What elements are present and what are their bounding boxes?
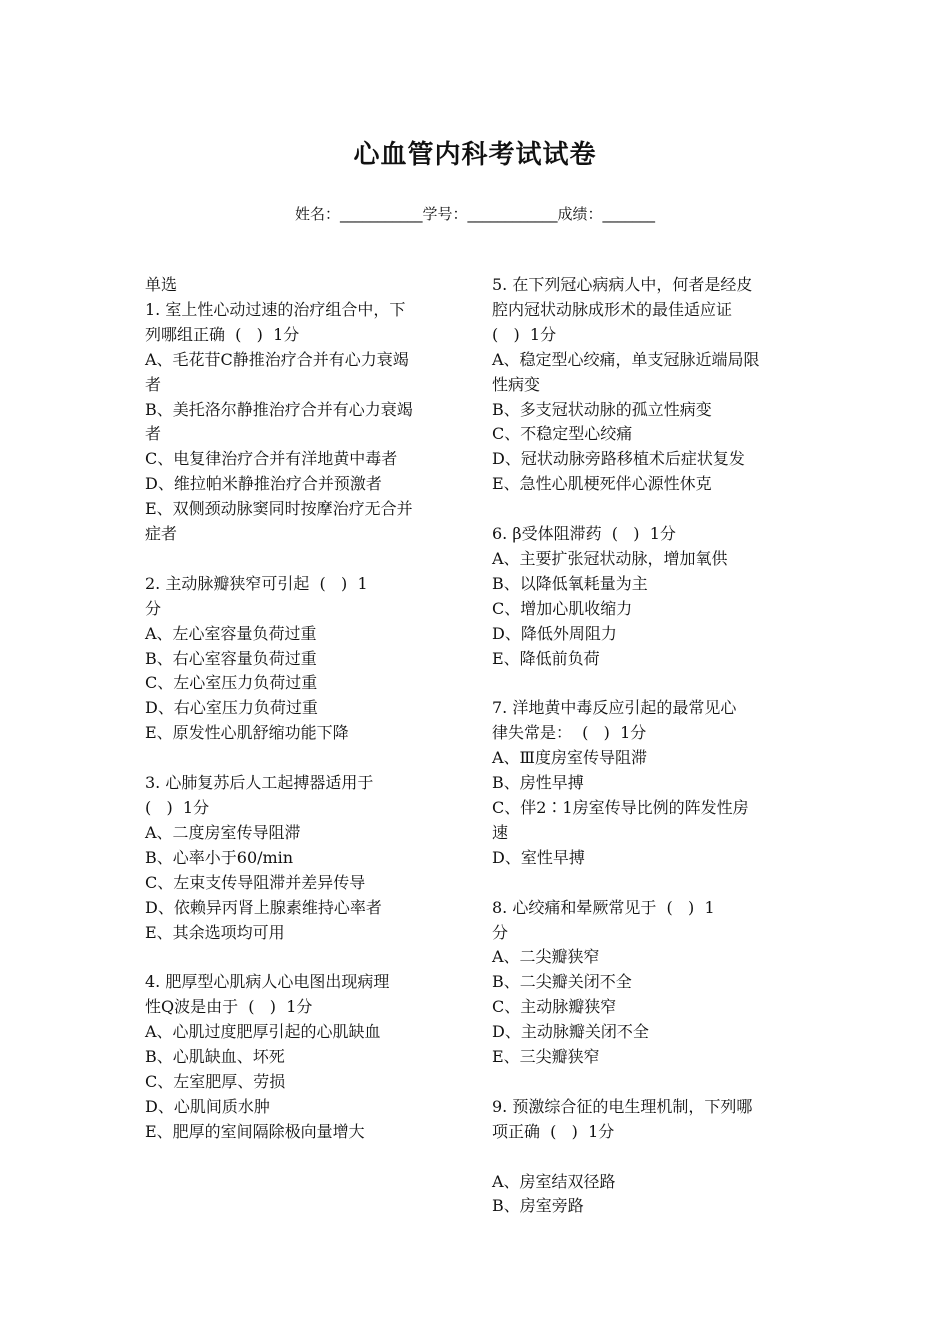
right-question-list: [492, 273, 818, 1219]
question-stem-line: 腔内冠状动脉成形术的最佳适应证: [492, 299, 733, 319]
answer-option-line: B、心肌缺血、坏死: [145, 1047, 285, 1067]
question-stem-line: 分: [145, 598, 162, 618]
answer-option-line: 性病变: [492, 374, 541, 394]
question-stem-line: 1. 室上性心动过速的治疗组合中，下: [145, 299, 406, 319]
answer-option-line: 速: [492, 822, 509, 842]
answer-option-line: E、原发性心肌舒缩功能下降: [145, 723, 349, 743]
answer-option-line: A、稳定型心绞痛，单支冠脉近端局限: [492, 349, 760, 369]
question-block: [492, 696, 818, 870]
answer-option-line: E、三尖瓣狭窄: [492, 1047, 600, 1067]
answer-option-line: A、二度房室传导阻滞: [145, 822, 301, 842]
left-question-list: [145, 298, 471, 1145]
answer-option-line: B、以降低氧耗量为主: [492, 573, 648, 593]
answer-option-line: D、室性早搏: [492, 847, 585, 867]
answer-option-line: B、房性早搏: [492, 773, 584, 793]
answer-option-line: D、主动脉瓣关闭不全: [492, 1022, 649, 1042]
answer-option-line: E、双侧颈动脉窦同时按摩治疗无合并: [145, 499, 413, 519]
answer-option-line: A、Ⅲ度房室传导阻滞: [492, 748, 647, 768]
question-stem-line: ( ) 1分: [145, 798, 210, 817]
question-stem-line: 7. 洋地黄中毒反应引起的最常见心: [492, 698, 737, 718]
answer-option-line: 者: [145, 374, 162, 394]
answer-option-line: A、主要扩张冠状动脉，增加氧供: [492, 548, 728, 568]
question-block: [145, 572, 471, 746]
answer-option-line: B、二尖瓣关闭不全: [492, 972, 632, 992]
answer-option-line: E、急性心肌梗死伴心源性休克: [492, 474, 712, 494]
question-block: [492, 1095, 818, 1220]
answer-option-line: B、多支冠状动脉的孤立性病变: [492, 399, 712, 419]
left-column: [145, 273, 471, 1145]
answer-option-line: C、电复律治疗合并有洋地黄中毒者: [145, 449, 398, 469]
question-stem-line: 5. 在下列冠心病病人中，何者是经皮: [492, 275, 753, 294]
answer-option-line: B、美托洛尔静推治疗合并有心力衰竭: [145, 399, 413, 419]
question-stem-line: 8. 心绞痛和晕厥常见于 ( ) 1: [492, 897, 715, 917]
answer-option-line: A、心肌过度肥厚引起的心肌缺血: [145, 1022, 381, 1042]
question-stem-line: 2. 主动脉瓣狭窄可引起 ( ) 1: [145, 573, 368, 593]
question-stem-line: [492, 1145, 818, 1170]
answer-option-line: B、房室旁路: [492, 1196, 584, 1216]
question-block: [145, 771, 471, 945]
answer-option-line: D、降低外周阻力: [492, 623, 617, 643]
answer-option-line: C、增加心肌收缩力: [492, 598, 633, 618]
answer-option-line: C、左室肥厚、劳损: [145, 1071, 286, 1091]
answer-option-line: D、心肌间质水肿: [145, 1096, 270, 1116]
answer-option-line: E、其余选项均可用: [145, 922, 285, 942]
question-stem-line: 9. 预激综合征的电生理机制，下列哪: [492, 1096, 753, 1116]
answer-option-line: B、心率小于60/min: [145, 847, 294, 867]
student-info-line: 姓名：___________学号：____________成绩：_______: [294, 205, 655, 223]
answer-option-line: D、右心室压力负荷过重: [145, 698, 318, 718]
answer-option-line: A、左心室容量负荷过重: [145, 623, 317, 643]
answer-option-line: A、房室结双径路: [492, 1171, 616, 1191]
question-block: [145, 970, 471, 1144]
section-label: 单选: [145, 275, 178, 294]
answer-option-line: B、右心室容量负荷过重: [145, 648, 317, 668]
question-stem-line: 列哪组正确 ( ) 1分: [145, 324, 300, 344]
answer-option-line: 者: [145, 424, 162, 444]
answer-option-line: E、肥厚的室间隔除极向量增大: [145, 1121, 365, 1141]
answer-option-line: 症者: [145, 524, 178, 544]
question-stem-line: 律失常是： ( ) 1分: [492, 723, 647, 743]
answer-option-line: D、依赖异丙肾上腺素维持心率者: [145, 897, 382, 917]
answer-option-line: C、左束支传导阻滞并差异传导: [145, 872, 366, 892]
answer-option-line: C、左心室压力负荷过重: [145, 673, 318, 693]
question-block: [492, 522, 818, 671]
question-block: [492, 896, 818, 1070]
question-stem-line: 项正确 ( ) 1分: [492, 1121, 615, 1141]
right-column: [492, 273, 818, 1219]
question-stem-line: 6. β受体阻滞药 ( ) 1分: [492, 524, 676, 544]
question-stem-line: ( ) 1分: [492, 324, 557, 344]
answer-option-line: A、二尖瓣狭窄: [492, 947, 600, 967]
question-stem-line: 性Q波是由于 ( ) 1分: [145, 997, 313, 1017]
answer-option-line: D、冠状动脉旁路移植术后症状复发: [492, 449, 745, 469]
question-stem-line: 4. 肥厚型心肌病人心电图出现病理: [145, 972, 390, 992]
answer-option-line: C、主动脉瓣狭窄: [492, 997, 617, 1017]
answer-option-line: C、不稳定型心绞痛: [492, 424, 633, 444]
exam-title: 心血管内科考试试卷: [353, 140, 597, 170]
question-stem-line: 分: [492, 922, 509, 942]
question-stem-line: 3. 心肺复苏后人工起搏器适用于: [145, 773, 374, 793]
question-block: [145, 298, 471, 547]
answer-option-line: C、伴2∶1房室传导比例的阵发性房: [492, 798, 749, 817]
question-block: [492, 273, 818, 497]
answer-option-line: D、维拉帕米静推治疗合并预激者: [145, 474, 382, 494]
answer-option-line: A、毛花苷C静推治疗合并有心力衰竭: [145, 349, 409, 369]
answer-option-line: E、降低前负荷: [492, 648, 600, 668]
